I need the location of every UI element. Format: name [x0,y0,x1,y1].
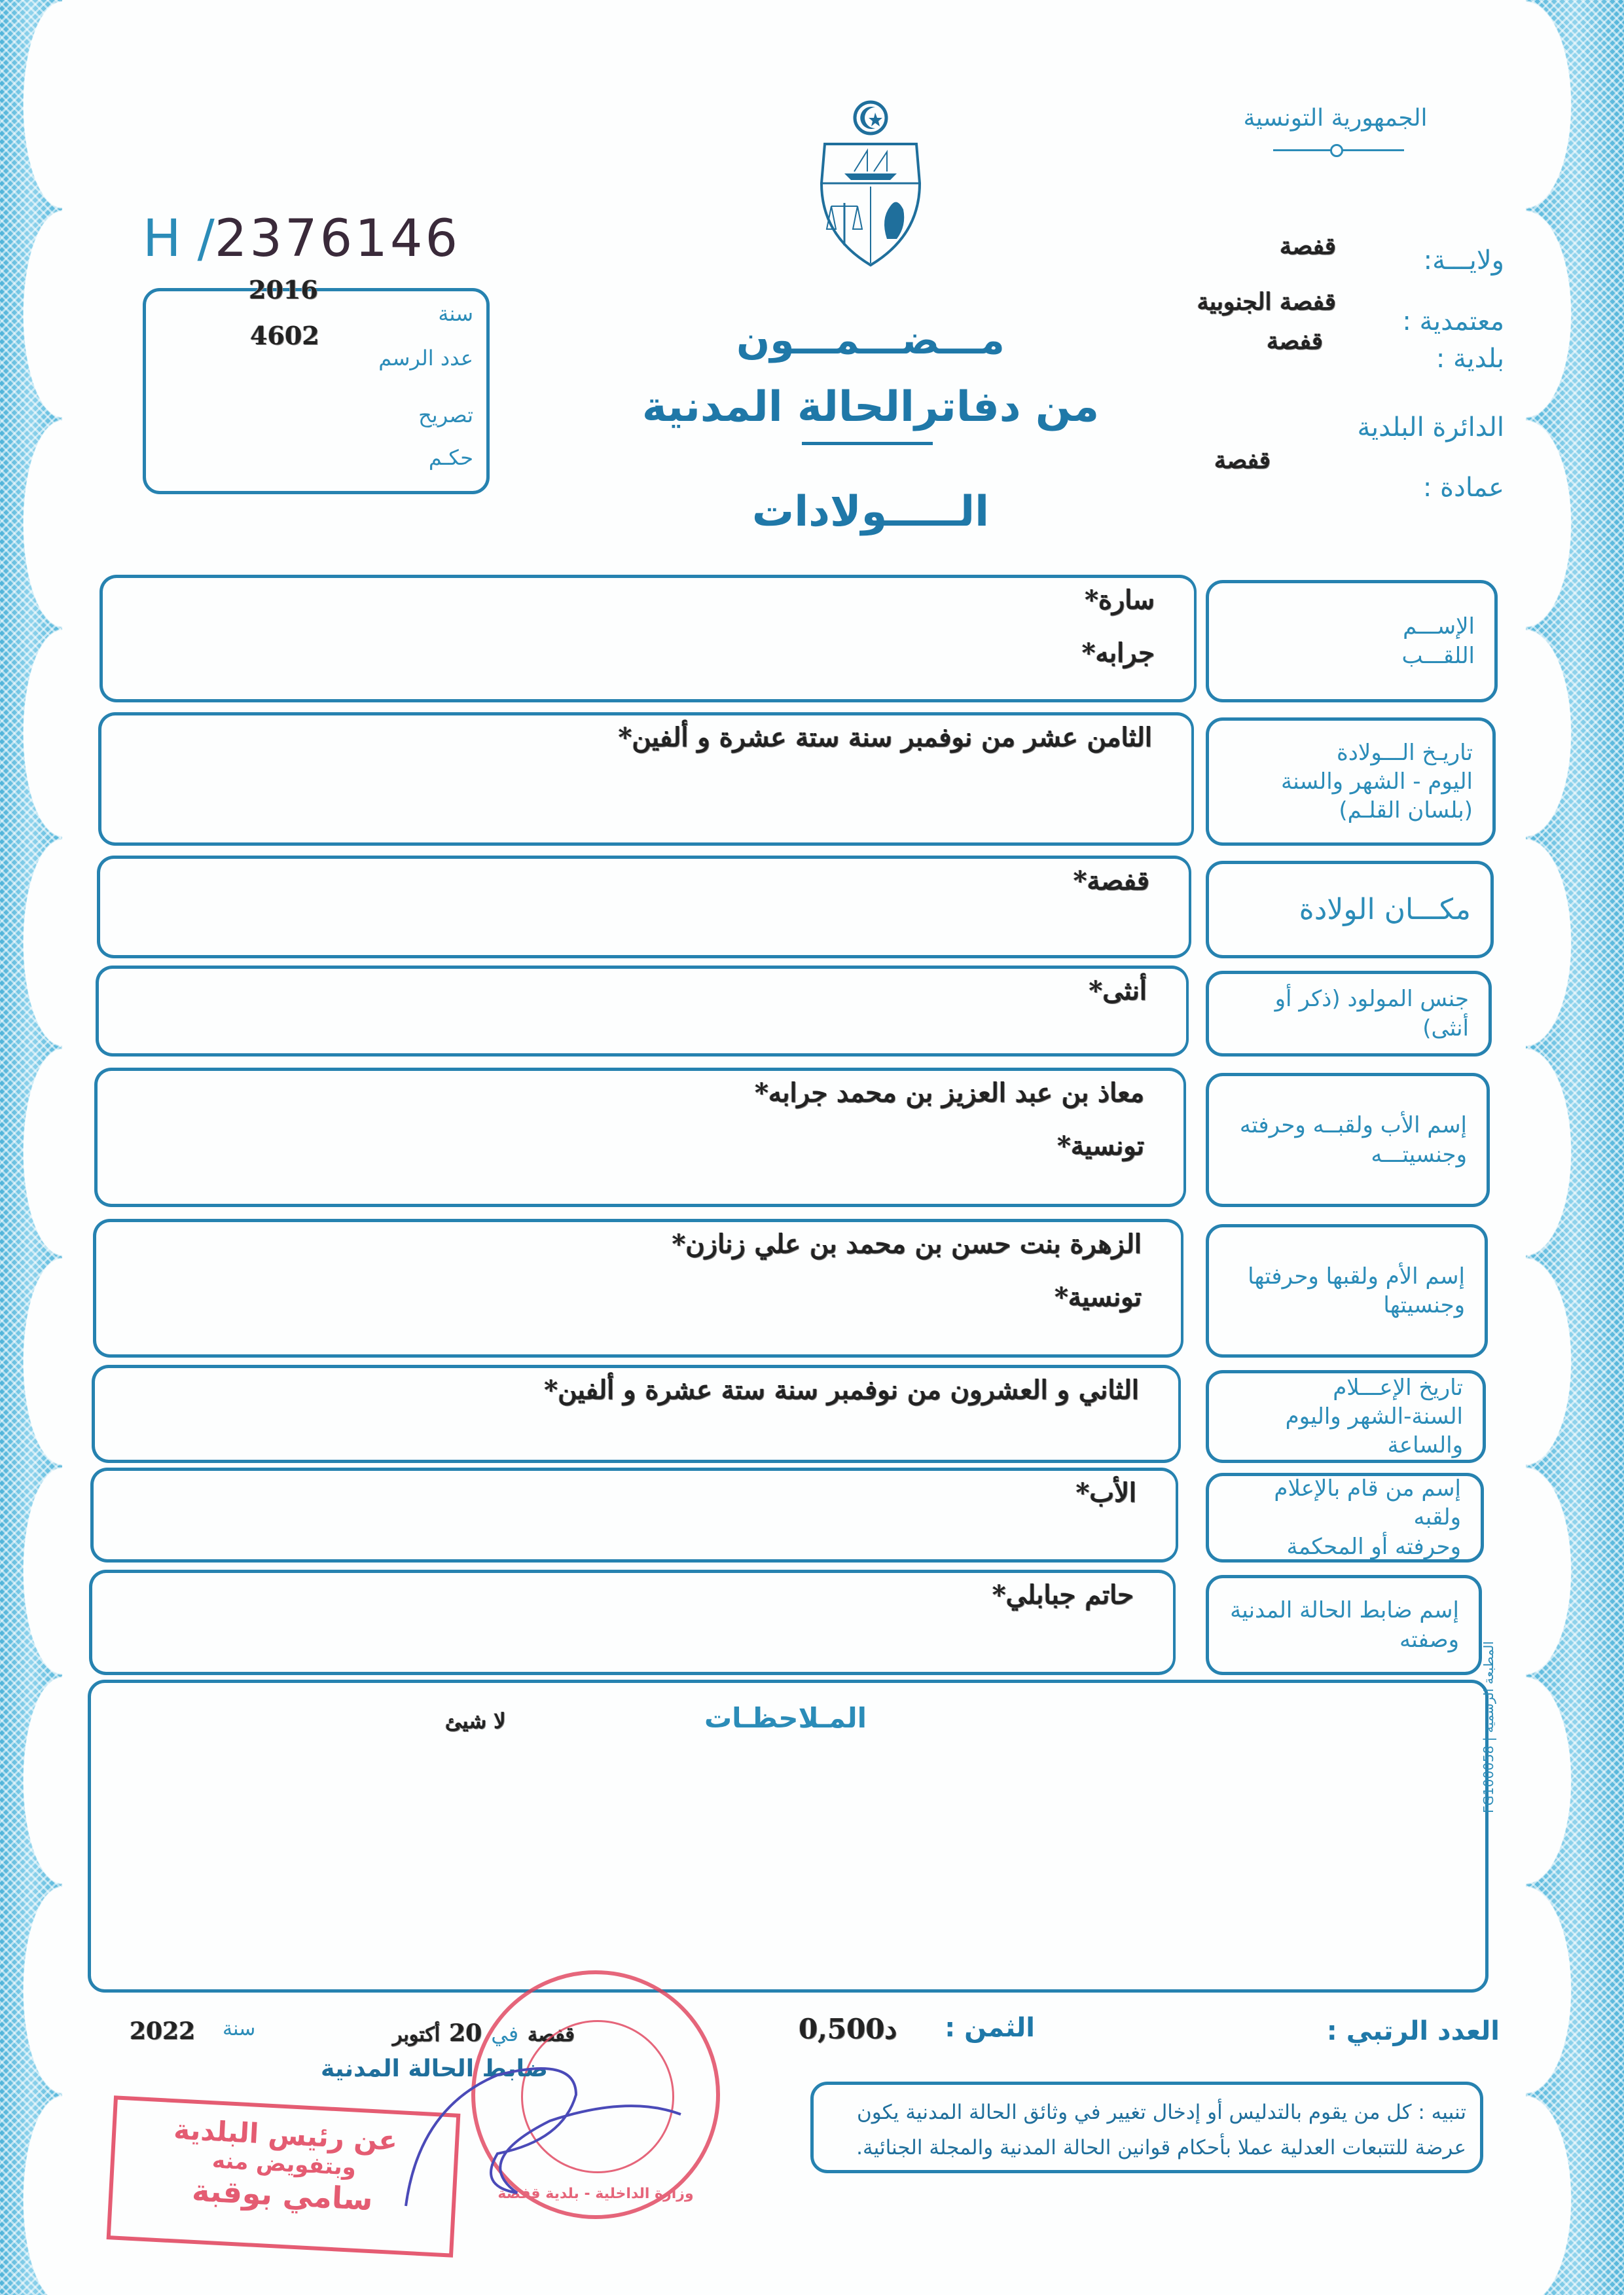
security-border-left [0,0,62,2295]
field-value: تونسية* [1056,1130,1144,1161]
field-value: قفصة* [1073,865,1149,896]
field-value: أنثى* [1089,975,1147,1006]
warning-text: تنبيه : كل من يقوم بالتدليس أو إدخال تغيير في وثائق الحالة المدنية يكون عرضة للتتبعات العدلية عملا بأحكام قوانين الحالة المدنية والمجلة الجنائية. [856,2101,1466,2160]
row-values [126,865,1149,918]
field-label: اللقـــب [1401,642,1475,669]
row-value-box [93,1219,1183,1358]
price-value: 0,500د [799,2013,897,2045]
field-label: وحرفته أو المحكمة [1286,1533,1461,1560]
row-labels [1222,1476,1461,1559]
row-label-box [1206,1370,1486,1463]
row-labels [1222,583,1475,699]
printer-name: المطبعة الرسمية [1481,1641,1496,1733]
field-label: إسم من قام بالإعلام ولقبه [1274,1475,1461,1531]
row-values [129,585,1155,691]
row-value-box [97,856,1191,958]
price-label: الثمن : [945,2013,1035,2043]
location-label: عمادة : [1422,473,1504,503]
location-value: قفصة [1214,446,1271,474]
field-value: الزهرة بنت حسن بن محمد بن علي زنازن* [672,1229,1142,1259]
location-label: ولايـــة: [1423,245,1504,276]
republic-title: الجمهورية التونسية [1243,105,1428,132]
remarks-label: المـلاحظـات [704,1702,867,1734]
field-value: الثامن عشر من نوفمبر سنة ستة عشرة و ألفين* [618,722,1152,753]
row-label-box [1206,971,1492,1057]
location-label: الدائرة البلدية [1357,412,1504,443]
field-label: وجنسيتها [1383,1292,1465,1318]
field-label: الإســـم [1403,613,1475,640]
location-value: قفصة [1280,232,1336,260]
field-label: إسم الأم ولقبها وحرفتها [1248,1263,1465,1290]
row-values [124,1077,1144,1184]
field-value: معاذ بن عبد العزيز بن محمد جرابه* [754,1077,1144,1108]
row-value-box [89,1570,1176,1675]
row-values [128,722,1152,775]
stamp-line-3: سامي بوقبة [191,2172,374,2218]
row-label-box [1206,717,1496,846]
year-label: سنة [223,2017,256,2040]
field-label: جنس المولود (ذكر أو أنثى) [1274,986,1469,1041]
location-label: بلدية : [1435,344,1504,374]
location-label: معتمدية : [1402,306,1504,336]
row-label-box [1206,1473,1484,1563]
serial-value: 2376146 [214,209,461,268]
record-year-value: 2016 [249,275,318,304]
record-year-label: سنة [438,301,473,326]
row-value-box [98,712,1194,846]
date-prefix: في [491,2021,519,2046]
record-number-label: عدد الرسم [378,346,473,370]
title-underline [802,442,933,445]
stamp-line-1: عن رئيس البلدية [173,2113,399,2158]
serial-order-label: العدد الرتبي : [1326,2016,1500,2046]
field-label: وصفته [1399,1626,1459,1653]
declaration-label: تصريح [418,403,473,427]
security-border-right [1526,0,1624,2295]
issue-year: 2022 [130,2017,196,2045]
field-value: حاتم جبابلي* [992,1580,1134,1610]
field-label: تاريخ الإعـــلام [1333,1374,1463,1401]
row-label-box [1206,1575,1482,1675]
row-labels [1222,1373,1463,1460]
issue-day: 20 [449,2019,482,2047]
row-label-box [1206,861,1494,958]
row-label-box [1206,1224,1488,1358]
stamp-round-text: وزارة الداخلية - بلدية قفصة [497,2186,694,2202]
field-label: تاريـخ الـــولادة [1336,739,1473,766]
row-labels [1222,1578,1459,1672]
row-values [125,975,1147,1028]
row-values [121,1375,1139,1428]
row-label-box [1206,580,1498,702]
row-value-box [99,575,1197,702]
issue-place: قفصة [528,2023,575,2046]
field-label: (بلسان القلـم) [1339,797,1473,824]
row-labels [1222,864,1471,955]
field-label: اليوم - الشهر والسنة [1281,768,1473,795]
location-value: قفصة [1267,327,1323,355]
field-value: الأب* [1075,1477,1136,1508]
field-label: السنة-الشهر واليوم والساعة [1285,1403,1463,1459]
row-value-box [90,1468,1178,1563]
row-values [120,1477,1136,1530]
field-value: تونسية* [1054,1282,1142,1312]
row-value-box [96,966,1189,1057]
field-value: جرابه* [1081,638,1155,668]
row-value-box [92,1365,1181,1463]
serial-prefix: H / [143,209,215,268]
row-labels [1222,1076,1467,1204]
record-number-value: 4602 [250,321,319,350]
row-value-box [94,1068,1186,1207]
officer-label: ضابط الحالة المدنية [321,2055,548,2082]
header-divider-ornament [1330,144,1343,157]
field-label: مكـــان الولادة [1299,892,1471,926]
row-label-box [1206,1073,1490,1207]
issue-month: أكتوبر [393,2023,441,2046]
field-label: إسم الأب ولقبــه وحرفته [1239,1112,1467,1139]
field-value: سارة* [1085,585,1155,615]
coat-of-arms-icon [815,98,926,272]
title-births: الـــــولادات [751,488,990,536]
row-values [122,1229,1142,1335]
row-labels [1222,974,1469,1053]
location-value: قفصة الجنوبية [1197,288,1336,316]
row-labels [1222,1227,1465,1354]
title-extract: مـــضـــمـــون [736,317,1005,363]
remarks-value: لا شيئ [445,1708,506,1733]
field-label: إسم ضابط الحالة المدنية [1230,1597,1459,1624]
title-civil-registers: من دفاترالحالة المدنية [641,383,1100,431]
field-value: الثاني و العشرون من نوفمبر سنة ستة عشرة و ألفين* [544,1375,1139,1405]
row-values [118,1580,1134,1633]
field-label: وجنسيتـــه [1371,1141,1467,1168]
printer-mark: المطبعة الرسمية | FG100058 [1481,1641,1496,1813]
row-labels [1222,721,1473,842]
judgment-label: حكـم [428,445,473,470]
serial-number [143,209,460,268]
signature [367,2055,733,2213]
form-code: FG100058 [1481,1745,1496,1813]
stamp-line-2: وبتفويض منه [211,2147,357,2181]
